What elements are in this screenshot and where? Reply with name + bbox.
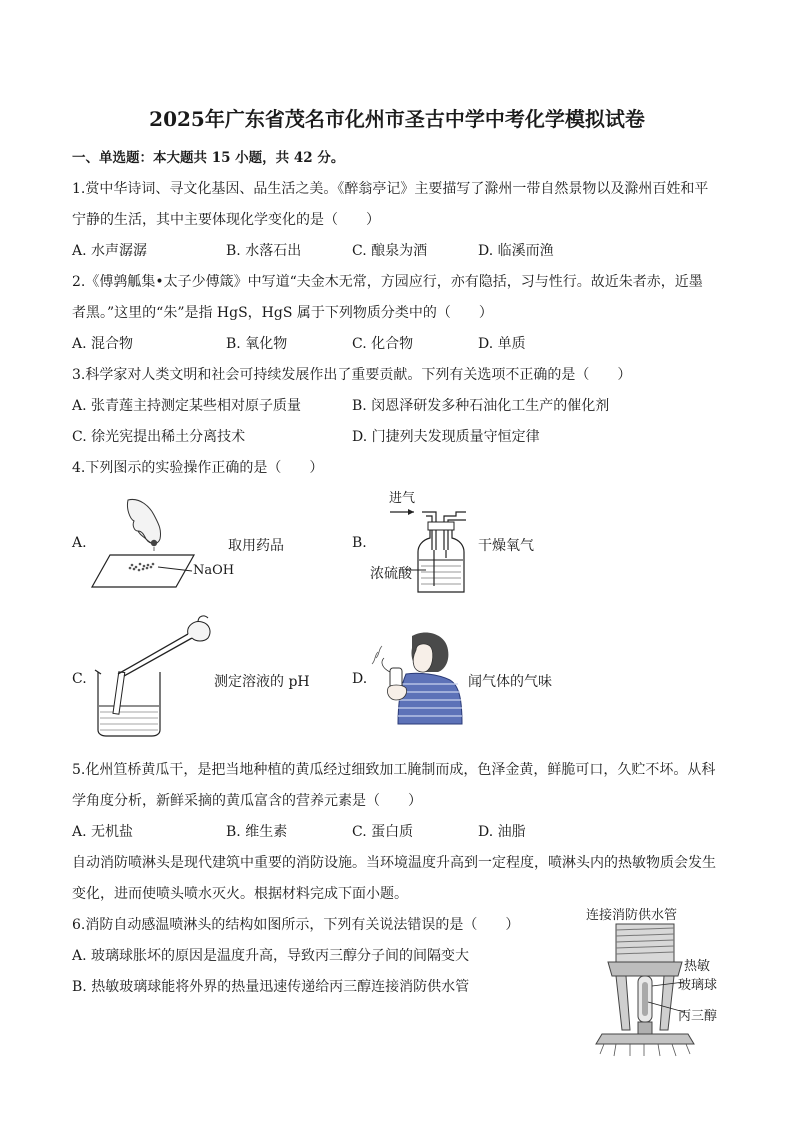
q4-c-caption: 测定溶液的 pH [214,674,310,690]
q6-option-a: A. 玻璃球胀坏的原因是温度升高，导致丙三醇分子间的间隔变大 [72,948,470,964]
q2-option-b: B. 氧化物 [226,336,288,352]
q6-option-b: B. 热敏玻璃球能将外界的热量迅速传递给丙三醇连接消防供水管 [72,979,470,995]
q4-figure-d-smelling-gas [368,628,468,726]
section-heading: 一、单选题：本大题共 15 小题，共 42 分。 [72,150,345,166]
q4-a-naoh-label: NaOH [193,563,235,578]
q4-stem: 4.下列图示的实验操作正确的是（ ） [72,460,324,476]
q5-option-a: A. 无机盐 [72,824,134,840]
q3-option-b: B. 闵恩泽研发多种石油化工生产的催化剂 [352,398,610,414]
q5-option-c: C. 蛋白质 [352,824,414,840]
q4-b-sulfuric-acid-label: 浓硫酸 [370,566,412,582]
q4-a-caption: 取用药品 [228,538,284,554]
q6-stem: 6.消防自动感温喷淋头的结构如图所示，下列有关说法错误的是（ ） [72,917,520,933]
q6-fig-label-glycerol: 丙三醇 [678,1009,718,1024]
q4-option-a-letter: A. [72,535,87,551]
q2-option-a: A. 混合物 [72,336,134,352]
q3-option-d: D. 门捷列夫发现质量守恒定律 [352,429,540,445]
q2-stem-line1: 2.《傅鹑觚集•太子少傅箴》中写道“夫金木无常，方园应行，亦有隐括，习与性行。故近朱者赤，近墨 [72,274,703,290]
q3-option-c: C. 徐光宪提出稀土分离技术 [72,429,246,445]
material-line2: 变化，进而使喷头喷水灭火。根据材料完成下面小题。 [72,886,408,902]
q4-option-b-letter: B. [352,535,367,551]
q6-fig-label-thermal: 热敏 [684,959,711,974]
q5-option-b: B. 维生素 [226,824,288,840]
q2-stem-line2: 者黑。”这里的“朱”是指 HgS，HgS 属于下列物质分类中的（ ） [72,305,493,321]
material-line1: 自动消防喷淋头是现代建筑中重要的消防设施。当环境温度升高到一定程度，喷淋头内的热敏物质会发生 [72,855,716,871]
q4-option-c-letter: C. [72,671,87,687]
q1-option-a: A. 水声潺潺 [72,243,148,259]
q1-stem-line2: 宁静的生活，其中主要体现化学变化的是（ ） [72,212,380,228]
q1-option-c: C. 酿泉为酒 [352,243,428,259]
q4-figure-a-taking-reagent [88,495,228,595]
q1-option-b: B. 水落石出 [226,243,302,259]
q4-figure-c-ph-test [90,612,220,742]
q1-option-d: D. 临溪而渔 [478,243,554,259]
page-title: 2025年广东省茂名市化州市圣古中学中考化学模拟试卷 [149,107,645,131]
q3-stem: 3.科学家对人类文明和社会可持续发展作出了重要贡献。下列有关选项不正确的是（ ） [72,367,632,383]
q4-b-caption: 干燥氧气 [478,538,534,554]
q5-stem-line1: 5.化州笪桥黄瓜干，是把当地种植的黄瓜经过细致加工腌制而成，色泽金黄，鲜脆可口，久贮不坏。从科 [72,762,716,778]
q1-stem-line1: 1.赏中华诗词、寻文化基因、品生活之美。《醉翁亭记》主要描写了滁州一带自然景物以及滁州百姓和平 [72,181,709,197]
q2-option-c: C. 化合物 [352,336,414,352]
q4-b-inlet-label: 进气 [389,491,416,506]
q6-fig-label-glass-bulb: 玻璃球 [678,978,718,993]
q6-fig-top-label: 连接消防供水管 [586,908,678,923]
q5-option-d: D. 油脂 [478,824,526,840]
q2-option-d: D. 单质 [478,336,526,352]
q3-option-a: A. 张青莲主持测定某些相对原子质量 [72,398,302,414]
q5-stem-line2: 学角度分析，新鲜采摘的黄瓜富含的营养元素是（ ） [72,793,422,809]
q4-option-d-letter: D. [352,671,368,687]
q4-d-caption: 闻气体的气味 [468,674,552,690]
